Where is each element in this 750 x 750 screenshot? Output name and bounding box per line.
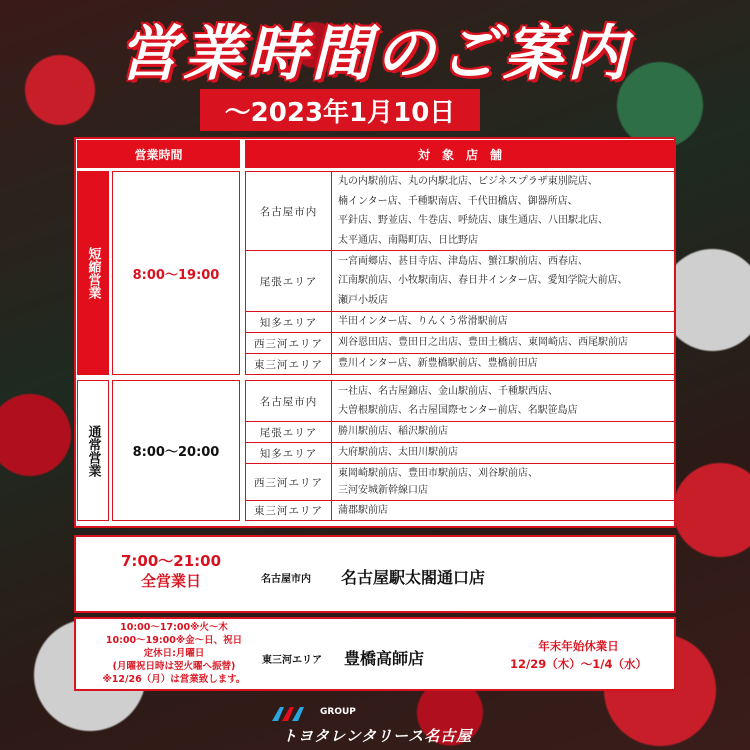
store-list	[332, 172, 674, 250]
store-line: 半田インター店、りんくう常滑駅前店	[338, 316, 508, 328]
special2-store: 豊橋高師店	[344, 649, 425, 668]
store-list	[332, 422, 674, 442]
area-label: 東三河エリア	[246, 501, 332, 520]
special2-area: 東三河エリア	[262, 655, 322, 666]
date-range-banner: ～2023年1月10日	[200, 89, 480, 131]
special-store-card-nagoya	[74, 535, 676, 613]
special1-area: 名古屋市内	[261, 574, 311, 585]
hours-table	[74, 137, 676, 528]
area-row	[246, 312, 674, 333]
special1-time: 7:00～21:00	[120, 552, 222, 570]
header-stores: 対 象 店 舗	[245, 140, 675, 168]
area-row	[246, 464, 674, 501]
store-line: 蒲郡駅前店	[338, 504, 388, 516]
store-line: 豊川インター店、新豊橋駅前店、豊橋前田店	[338, 358, 538, 370]
area-row	[246, 251, 674, 312]
holiday-notice	[481, 637, 676, 673]
area-label: 尾張エリア	[246, 251, 332, 311]
note-line: ※12/26（月）は営業致します。	[102, 674, 246, 685]
area-row	[246, 443, 674, 464]
holiday-title: 年末年始休業日	[538, 639, 619, 653]
area-row	[246, 354, 674, 374]
area-label: 西三河エリア	[246, 333, 332, 353]
store-list	[332, 501, 674, 520]
area-label: 名古屋市内	[246, 381, 332, 421]
special-store-card-toyohashi	[74, 617, 676, 691]
company-logo	[270, 705, 500, 745]
note-line: (月曜祝日時は翌火曜へ振替)	[112, 661, 236, 672]
store-line: 刈谷恩田店、豊田日之出店、豊田土橋店、東岡崎店、西尾駅前店	[338, 337, 628, 349]
group-label: GROUP	[320, 707, 356, 717]
store-list	[332, 333, 674, 353]
store-list	[332, 443, 674, 463]
special2-notes	[76, 621, 272, 686]
normal-hours-label: 通常営業	[77, 380, 109, 521]
area-row	[246, 501, 674, 520]
special1-hours	[76, 551, 266, 591]
area-row	[246, 333, 674, 354]
store-line: 三河安城新幹線口店	[338, 485, 428, 496]
store-line: 太平通店、南陽町店、日比野店	[338, 234, 478, 246]
store-list	[332, 251, 674, 311]
store-line: 江南駅前店、小牧駅南店、春日井インター店、愛知学院大前店、	[338, 275, 628, 287]
store-line: 一社店、名古屋錦店、金山駅前店、千種駅西店、	[338, 385, 558, 397]
area-label: 名古屋市内	[246, 172, 332, 250]
store-line: 勝川駅前店、稲沢駅前店	[338, 426, 448, 438]
short-stores-block	[245, 171, 675, 375]
store-list	[332, 312, 674, 332]
store-line: 大曽根駅前店、名古屋国際センター前店、名駅笹島店	[338, 405, 578, 416]
group-mark-icon	[270, 705, 316, 723]
note-line: 10:00～17:00※火～木	[120, 622, 228, 633]
holiday-range: 12/29（木）～1/4（水）	[510, 657, 647, 671]
store-line: 丸の内駅前店、丸の内駅北店、ビジネスプラザ東別院店、	[338, 176, 598, 187]
store-line: 瀬戸小坂店	[338, 294, 388, 306]
store-list	[332, 381, 674, 421]
normal-hours-time: 8:00～20:00	[112, 380, 240, 521]
area-row	[246, 422, 674, 443]
store-list	[332, 464, 674, 500]
store-line: 平針店、野並店、牛巻店、呼続店、康生通店、八田駅北店、	[338, 215, 608, 226]
special1-store: 名古屋駅太閤通口店	[341, 568, 486, 587]
area-label: 知多エリア	[246, 443, 332, 463]
area-label: 西三河エリア	[246, 464, 332, 500]
area-label: 東三河エリア	[246, 354, 332, 374]
note-line: 定休日:月曜日	[143, 648, 205, 659]
area-row	[246, 381, 674, 422]
store-line: 大府駅前店、太田川駅前店	[338, 447, 458, 459]
short-hours-label: 短縮営業	[77, 171, 109, 375]
special1-days: 全営業日	[140, 572, 201, 590]
area-label: 尾張エリア	[246, 422, 332, 442]
company-name: トヨタレンタリース名古屋	[282, 727, 473, 745]
store-line: 楠インター店、千種駅南店、千代田橋店、御器所店、	[338, 195, 578, 207]
store-list	[332, 354, 674, 374]
area-row	[246, 172, 674, 251]
note-line: 10:00～19:00※金～日、祝日	[105, 635, 243, 646]
store-line: 一宮両郷店、甚目寺店、津島店、蟹江駅前店、西春店、	[338, 255, 588, 267]
page-title: 営業時間のご案内	[119, 19, 631, 89]
store-line: 東岡崎駅前店、豊田市駅前店、刈谷駅前店、	[338, 468, 538, 479]
header-hours: 営業時間	[77, 140, 240, 168]
short-hours-time: 8:00～19:00	[112, 171, 240, 375]
normal-stores-block	[245, 380, 675, 521]
area-label: 知多エリア	[246, 312, 332, 332]
